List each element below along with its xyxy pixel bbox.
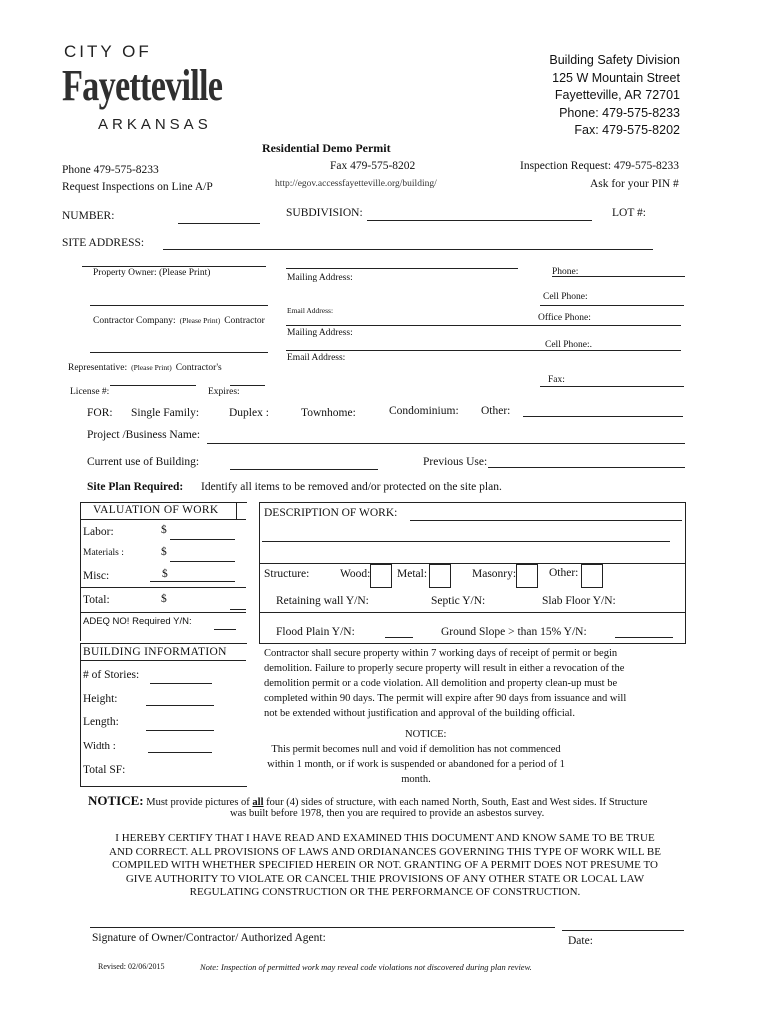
description-divider [259,563,685,564]
site-plan-text: Identify all items to be removed and/or protected on the site plan. [201,481,502,493]
width-label: Width : [83,740,116,752]
certification-line: REGULATING CONSTRUCTION OR THE PERFORMANCE OF CONSTRUCTION. [189,886,581,898]
current-use-field[interactable] [230,469,378,470]
expires-field[interactable] [230,385,265,386]
structure-label: Structure: [264,568,310,580]
condominium-option[interactable]: Condominium: [389,405,459,417]
certification-line: COMPILED WITH WHETHER SPECIFIED HEREIN OR NOT. GRANTING OF A PERMIT DOES NOT PRESUME TO [112,859,658,871]
contractor-company-label [93,310,265,328]
misc-row-divider [80,587,246,588]
contact-phone: Phone 479-575-8233 [62,164,159,176]
width-field[interactable] [148,752,212,753]
duplex-option[interactable]: Duplex : [229,407,269,419]
previous-use-label: Previous Use: [423,456,488,468]
contractor-terms-line: not be extended without justification and approval of the building official. [264,708,575,719]
description-header: DESCRIPTION OF WORK: [264,507,398,519]
division-phone: Phone: 479-575-8233 [559,105,680,120]
contractor-terms [264,646,626,721]
misc-label: Misc: [83,570,110,582]
email-address-field[interactable] [286,325,681,326]
contractor-company-field[interactable] [90,305,268,306]
certification-line: I HEREBY CERTIFY THAT I HAVE READ AND EXAMINED THIS DOCUMENT AND KNOW SAME TO BE TRUE [115,832,655,844]
masonry-checkbox[interactable] [516,564,538,588]
labor-label: Labor: [83,526,114,538]
valuation-header: VALUATION OF WORK [93,504,219,516]
previous-use-field[interactable] [488,467,685,468]
email-address-label: Email Address: [287,306,334,315]
number-label: NUMBER: [62,210,115,222]
fax-field[interactable] [540,386,684,387]
wood-label: Wood: [340,568,371,580]
ground-slope-label: Ground Slope > than 15% Y/N: [441,626,587,638]
adeq-field[interactable] [214,629,236,630]
division-street: 125 W Mountain Street [552,70,680,85]
representative-label [68,357,222,375]
total-field[interactable] [230,609,246,610]
logo-state: ARKANSAS [98,116,212,133]
total-dollar: $ [161,593,167,605]
number-field[interactable] [178,223,260,224]
mailing-address-field-2[interactable] [286,350,681,351]
contractor-company-label-c: Contractor [224,316,265,326]
metal-checkbox[interactable] [429,564,451,588]
height-label: Height: [83,693,118,705]
notice-small-line: This permit becomes null and void if demolition has not commenced [271,744,561,755]
contractor-company-label-b: (Please Print) [179,316,221,325]
metal-label: Metal: [397,568,428,580]
email-address-label-2: Email Address: [287,353,346,363]
materials-field[interactable] [170,561,235,562]
representative-label-b: (Please Print) [131,363,172,372]
contact-request: Request Inspections on Line A/P [62,181,213,193]
division-address [460,52,680,140]
site-address-field[interactable] [163,249,653,250]
signature-field[interactable] [90,927,555,928]
mailing-address-label-2: Mailing Address: [287,328,353,338]
height-field[interactable] [146,705,214,706]
townhome-option[interactable]: Townhome: [301,407,356,419]
property-owner-field[interactable] [82,266,266,267]
notice-small-text [246,742,586,787]
labor-field[interactable] [170,539,235,540]
footer-note: Note: Inspection of permitted work may reveal code violations not discovered during plan review. [200,962,532,972]
site-address-label: SITE ADDRESS: [62,237,145,249]
length-label: Length: [83,716,119,728]
notice-small-line: month. [401,774,431,785]
certification-text [65,832,705,900]
wood-checkbox[interactable] [370,564,392,588]
cell-phone-field[interactable] [540,305,684,306]
office-phone-label: Office Phone: [538,313,591,323]
main-notice-post: four (4) sides of structure, with each named North, South, East and West sides. If Structure [266,797,648,808]
current-use-label: Current use of Building: [87,456,200,468]
materials-dollar: $ [161,546,167,558]
main-notice-all: all [252,797,264,808]
adeq-label: ADEQ NO! Required Y/N: [83,616,192,627]
logo-name: Fayetteville [62,61,223,110]
contractor-terms-line: Contractor shall secure property within 7 working days of receipt of permit or begin [264,648,618,659]
septic-label: Septic Y/N: [431,595,486,607]
main-notice [88,793,647,809]
certification-line: GIVE AUTHORITY TO VIOLATE OR CANCEL THIE PROVISIONS OF ANY OTHER STATE OR LOCAL LAW [125,872,645,885]
labor-dollar: $ [161,524,167,536]
contact-url[interactable]: http://egov.accessfayetteville.org/building/ [275,179,437,189]
total-label: Total: [83,594,110,606]
project-name-field[interactable] [207,443,685,444]
flood-plain-label: Flood Plain Y/N: [276,626,355,638]
stories-field[interactable] [150,683,212,684]
other-field[interactable] [523,416,683,417]
materials-label: Materials : [83,548,124,558]
valuation-header-underline [80,519,246,520]
contractor-terms-line: demolition permit or a code violation. All demolition and property clean-up must be [264,678,618,689]
ground-slope-field[interactable] [615,637,673,638]
subdivision-label: SUBDIVISION: [286,207,363,219]
representative-field[interactable] [90,352,268,353]
slab-floor-label: Slab Floor Y/N: [542,595,616,607]
other-material-checkbox[interactable] [581,564,603,588]
notice-small-line: within 1 month, or if work is suspended or abandoned for a period of 1 [267,759,565,770]
cell-phone-label-2: Cell Phone:. [545,340,592,350]
fax-label: Fax: [548,375,565,385]
license-label: License #: [70,387,110,397]
main-notice-line2: was built before 1978, then you are required to provide an asbestos survey. [230,808,545,819]
mailing-address-field[interactable] [286,268,518,269]
building-info-header: BUILDING INFORMATION [83,646,227,658]
stories-label: # of Stories: [83,669,140,681]
certification-line: AND CORRECT. ALL PROVISIONS OF LAWS AND ORDIANANCES GOVERNING THIS TYPE OF WORK WILL BE [109,845,661,858]
representative-label-c: Contractor's [175,363,222,373]
property-owner-label: Property Owner: (Please Print) [93,268,211,278]
description-field-2[interactable] [262,541,670,542]
lot-label: LOT #: [612,207,646,219]
contractor-company-label-a: Contractor Company: [93,316,176,326]
phone-field[interactable] [552,276,685,277]
representative-label-a: Representative: [68,363,128,373]
other-option[interactable]: Other: [481,405,511,417]
length-field[interactable] [146,730,214,731]
revised-date: Revised: 02/06/2015 [98,962,165,971]
mailing-address-label: Mailing Address: [287,273,353,283]
site-plan-label: Site Plan Required: [87,481,184,493]
contact-pin: Ask for your PIN # [590,178,679,190]
date-field[interactable] [562,930,684,931]
misc-dollar: $ [162,568,168,580]
license-field[interactable] [110,385,196,386]
contractor-terms-line: demolition. Failure to properly secure property will result in either a revocation of the [264,663,625,674]
city-logo [62,42,242,137]
subdivision-field[interactable] [367,220,592,221]
valuation-header-divider [236,503,237,519]
misc-field[interactable] [150,581,235,582]
notice-small-title: NOTICE: [405,729,447,740]
page-title: Residential Demo Permit [262,141,391,155]
building-info-header-underline [80,660,246,661]
other-material-label: Other: [549,567,579,579]
masonry-label: Masonry: [472,568,517,580]
description-field-1[interactable] [410,520,682,521]
contact-fax: Fax 479-575-8202 [330,160,416,172]
total-row-divider [80,612,246,613]
retaining-wall-label: Retaining wall Y/N: [276,595,369,607]
logo-city-of: CITY OF [64,42,152,61]
main-notice-pre: Must provide pictures of [146,797,250,808]
main-notice-label: NOTICE: [88,793,144,808]
contact-inspection: Inspection Request: 479-575-8233 [520,160,680,172]
division-name: Building Safety Division [549,53,680,67]
contractor-terms-line: completed within 90 days. The permit will expire after 90 days from issuance and will [264,693,627,704]
division-city: Fayetteville, AR 72701 [554,88,680,102]
project-name-label: Project /Business Name: [87,429,201,441]
signature-label: Signature of Owner/Contractor/ Authorized Agent: [92,932,326,944]
division-fax: Fax: 479-575-8202 [574,123,680,137]
single-family-option[interactable]: Single Family: [131,407,200,419]
phone-label: Phone: [552,267,579,277]
date-label: Date: [568,935,593,947]
description-divider-2 [259,612,685,613]
total-sf-label: Total SF: [83,764,126,776]
expires-label: Expires: [208,387,240,397]
for-label: FOR: [87,407,113,419]
cell-phone-label: Cell Phone: [543,292,588,302]
flood-plain-field[interactable] [385,637,413,638]
